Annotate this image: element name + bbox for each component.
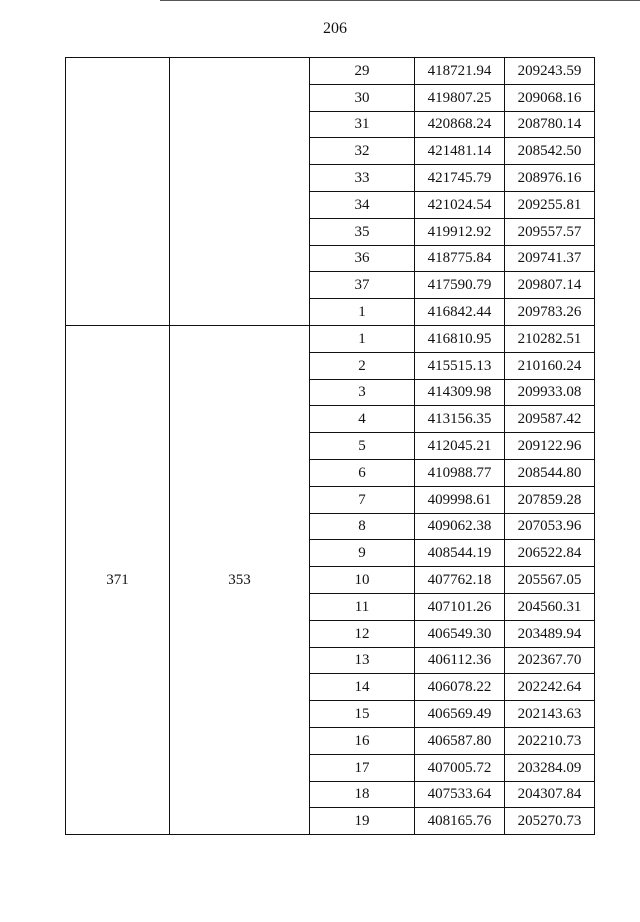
point-number-cell: 15 (310, 701, 415, 728)
point-number-cell: 31 (310, 111, 415, 138)
y-coordinate-cell: 209587.42 (505, 406, 595, 433)
section-number-cell (66, 58, 170, 326)
parcel-number-cell: 353 (170, 325, 310, 834)
y-coordinate-cell: 209068.16 (505, 84, 595, 111)
y-coordinate-cell: 202242.64 (505, 674, 595, 701)
parcel-number-cell (170, 58, 310, 326)
x-coordinate-cell: 419912.92 (415, 218, 505, 245)
x-coordinate-cell: 409062.38 (415, 513, 505, 540)
x-coordinate-cell: 414309.98 (415, 379, 505, 406)
point-number-cell: 34 (310, 191, 415, 218)
point-number-cell: 10 (310, 567, 415, 594)
point-number-cell: 12 (310, 620, 415, 647)
x-coordinate-cell: 416810.95 (415, 325, 505, 352)
y-coordinate-cell: 209807.14 (505, 272, 595, 299)
point-number-cell: 2 (310, 352, 415, 379)
coordinates-table-body (66, 58, 595, 835)
y-coordinate-cell: 210160.24 (505, 352, 595, 379)
x-coordinate-cell: 406549.30 (415, 620, 505, 647)
x-coordinate-cell: 413156.35 (415, 406, 505, 433)
point-number-cell: 3 (310, 379, 415, 406)
y-coordinate-cell: 209243.59 (505, 58, 595, 85)
point-number-cell: 11 (310, 593, 415, 620)
page-number: 206 (323, 20, 347, 37)
point-number-cell: 33 (310, 165, 415, 192)
y-coordinate-cell: 207859.28 (505, 486, 595, 513)
x-coordinate-cell: 408165.76 (415, 808, 505, 835)
point-number-cell: 17 (310, 754, 415, 781)
x-coordinate-cell: 408544.19 (415, 540, 505, 567)
x-coordinate-cell: 409998.61 (415, 486, 505, 513)
y-coordinate-cell: 210282.51 (505, 325, 595, 352)
y-coordinate-cell: 208542.50 (505, 138, 595, 165)
x-coordinate-cell: 421481.14 (415, 138, 505, 165)
point-number-cell: 18 (310, 781, 415, 808)
y-coordinate-cell: 208976.16 (505, 165, 595, 192)
y-coordinate-cell: 207053.96 (505, 513, 595, 540)
x-coordinate-cell: 412045.21 (415, 433, 505, 460)
x-coordinate-cell: 407101.26 (415, 593, 505, 620)
point-number-cell: 1 (310, 299, 415, 326)
x-coordinate-cell: 418775.84 (415, 245, 505, 272)
x-coordinate-cell: 407762.18 (415, 567, 505, 594)
y-coordinate-cell: 203284.09 (505, 754, 595, 781)
point-number-cell: 29 (310, 58, 415, 85)
x-coordinate-cell: 406112.36 (415, 647, 505, 674)
y-coordinate-cell: 208780.14 (505, 111, 595, 138)
point-number-cell: 36 (310, 245, 415, 272)
point-number-cell: 6 (310, 459, 415, 486)
y-coordinate-cell: 209933.08 (505, 379, 595, 406)
x-coordinate-cell: 406078.22 (415, 674, 505, 701)
x-coordinate-cell: 416842.44 (415, 299, 505, 326)
y-coordinate-cell: 204307.84 (505, 781, 595, 808)
x-coordinate-cell: 406569.49 (415, 701, 505, 728)
y-coordinate-cell: 209255.81 (505, 191, 595, 218)
y-coordinate-cell: 202143.63 (505, 701, 595, 728)
point-number-cell: 4 (310, 406, 415, 433)
y-coordinate-cell: 205567.05 (505, 567, 595, 594)
y-coordinate-cell: 202210.73 (505, 727, 595, 754)
point-number-cell: 19 (310, 808, 415, 835)
point-number-cell: 13 (310, 647, 415, 674)
point-number-cell: 16 (310, 727, 415, 754)
x-coordinate-cell: 407005.72 (415, 754, 505, 781)
scan-top-border (160, 0, 640, 1)
x-coordinate-cell: 410988.77 (415, 459, 505, 486)
table-row (66, 58, 595, 85)
point-number-cell: 32 (310, 138, 415, 165)
x-coordinate-cell: 421024.54 (415, 191, 505, 218)
point-number-cell: 9 (310, 540, 415, 567)
point-number-cell: 1 (310, 325, 415, 352)
y-coordinate-cell: 208544.80 (505, 459, 595, 486)
x-coordinate-cell: 421745.79 (415, 165, 505, 192)
point-number-cell: 5 (310, 433, 415, 460)
y-coordinate-cell: 209557.57 (505, 218, 595, 245)
x-coordinate-cell: 418721.94 (415, 58, 505, 85)
y-coordinate-cell: 202367.70 (505, 647, 595, 674)
y-coordinate-cell: 209783.26 (505, 299, 595, 326)
point-number-cell: 7 (310, 486, 415, 513)
y-coordinate-cell: 209122.96 (505, 433, 595, 460)
point-number-cell: 8 (310, 513, 415, 540)
point-number-cell: 30 (310, 84, 415, 111)
y-coordinate-cell: 209741.37 (505, 245, 595, 272)
coordinates-table (65, 57, 595, 835)
y-coordinate-cell: 205270.73 (505, 808, 595, 835)
y-coordinate-cell: 206522.84 (505, 540, 595, 567)
x-coordinate-cell: 417590.79 (415, 272, 505, 299)
x-coordinate-cell: 419807.25 (415, 84, 505, 111)
table-row (66, 325, 595, 352)
section-number-cell: 371 (66, 325, 170, 834)
y-coordinate-cell: 203489.94 (505, 620, 595, 647)
x-coordinate-cell: 420868.24 (415, 111, 505, 138)
x-coordinate-cell: 406587.80 (415, 727, 505, 754)
x-coordinate-cell: 407533.64 (415, 781, 505, 808)
point-number-cell: 35 (310, 218, 415, 245)
point-number-cell: 37 (310, 272, 415, 299)
point-number-cell: 14 (310, 674, 415, 701)
y-coordinate-cell: 204560.31 (505, 593, 595, 620)
x-coordinate-cell: 415515.13 (415, 352, 505, 379)
